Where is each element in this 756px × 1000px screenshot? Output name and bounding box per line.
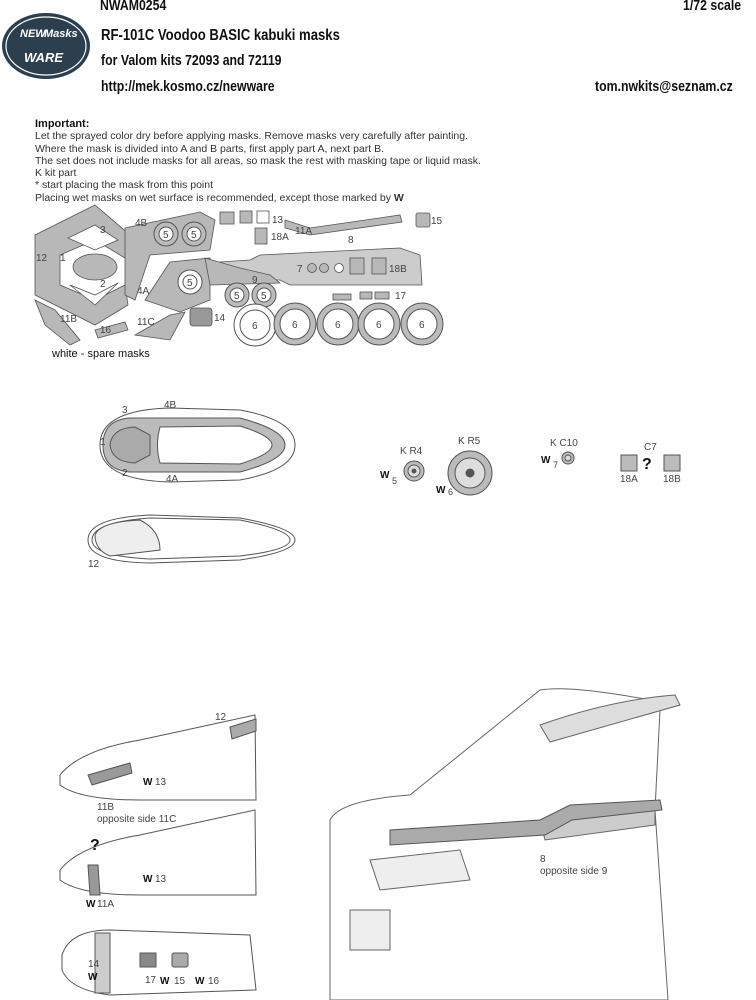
wet-mark-icon: W [380,470,390,481]
svg-text:5: 5 [191,230,197,241]
svg-text:16: 16 [100,325,112,336]
svg-text:Masks: Masks [44,28,78,40]
svg-text:5: 5 [261,291,267,302]
svg-text:5: 5 [392,476,398,486]
email-link[interactable]: tom.nwkits@seznam.cz [595,78,733,95]
svg-text:7: 7 [553,460,559,470]
svg-text:13: 13 [272,215,284,226]
mask-18b [372,258,386,274]
svg-text:3: 3 [100,225,106,236]
svg-text:4A: 4A [166,474,179,485]
svg-text:8: 8 [348,235,354,246]
mask-18a-legend [621,455,637,471]
mask-17c [375,292,389,299]
svg-text:12: 12 [88,559,100,570]
svg-text:opposite side 11C: opposite side 11C [97,814,177,825]
svg-text:15: 15 [174,976,186,987]
svg-text:2: 2 [122,468,128,479]
subtitle: for Valom kits 72093 and 72119 [101,52,282,69]
svg-text:18A: 18A [271,232,289,243]
mask-1 [73,254,117,280]
mask-7 [320,264,329,273]
svg-text:16: 16 [208,976,220,987]
product-code: NWAM0254 [100,0,167,14]
canopy-side [88,515,295,563]
svg-text:6: 6 [252,321,258,332]
svg-text:13: 13 [155,777,167,788]
wet-mark-icon: W [88,972,98,983]
mask-18a [255,228,267,244]
mask-small [240,211,252,223]
svg-text:17: 17 [395,291,407,302]
svg-text:2: 2 [100,279,106,290]
mask-18b-legend [664,455,680,471]
svg-text:1: 1 [60,253,66,264]
svg-text:6: 6 [292,320,298,331]
svg-text:9: 9 [252,275,258,286]
svg-text:11A: 11A [97,899,115,910]
svg-text:12: 12 [36,253,48,264]
svg-text:14: 14 [214,313,226,324]
svg-text:5: 5 [234,291,240,302]
mask-17b [360,292,372,299]
wet-mark-icon: W [143,874,153,885]
svg-text:11A: 11A [295,226,313,237]
svg-text:C7: C7 [644,442,657,453]
svg-text:7: 7 [297,264,303,275]
canopy-diagrams [0,390,320,580]
svg-text:6: 6 [376,320,382,331]
svg-text:4A: 4A [137,286,150,297]
tail-diagram [310,680,756,1000]
mask-17a [333,294,351,300]
website-link[interactable]: http://mek.kosmo.cz/newware [101,78,275,95]
svg-text:12: 12 [215,712,227,723]
scale-label: 1/72 scale [683,0,742,14]
tail-fin [330,689,680,1000]
svg-text:11C: 11C [137,317,155,328]
svg-text:4B: 4B [135,218,148,229]
svg-text:opposite side 9: opposite side 9 [540,866,608,877]
svg-text:5: 5 [163,230,169,241]
svg-text:18B: 18B [663,474,681,485]
svg-text:4B: 4B [164,400,177,411]
mask-small [220,212,234,224]
wet-mark-icon: W [160,976,170,987]
wet-mark-icon: W [541,455,551,466]
svg-text:1: 1 [100,437,106,448]
spare-masks-note: white - spare masks [52,348,150,360]
mask-7 [335,264,344,273]
mask-14 [190,308,212,326]
svg-text:18B: 18B [389,264,407,275]
svg-text:14: 14 [88,959,100,970]
svg-text:6: 6 [335,320,341,331]
svg-text:3: 3 [122,405,128,416]
nose-diagrams [0,705,300,1000]
svg-text:?: ? [642,456,652,473]
mask-small [257,211,269,223]
wheel-legend [370,430,690,510]
note-line: * start placing the mask from this point [35,179,213,192]
note-line: Where the mask is divided into A and B parts, first apply part A, next part B. [35,142,385,155]
svg-text:11B: 11B [97,802,115,813]
svg-text:NEW: NEW [20,28,46,40]
svg-text:K R4: K R4 [400,446,423,457]
note-line: Let the sprayed color dry before applying masks. Remove masks very carefully after painting. [35,130,469,143]
svg-text:11B: 11B [60,314,78,325]
svg-text:15: 15 [431,216,443,227]
canopy-top [100,408,295,482]
svg-text:K C10: K C10 [550,438,578,449]
note-line: Placing wet masks on wet surface is recommended, except those marked by W [35,191,404,204]
instructions-heading: Important: [35,118,90,130]
svg-text:18A: 18A [620,474,638,485]
svg-text:5: 5 [187,278,193,289]
wet-mark-icon: W [393,191,404,204]
mask-15 [416,213,430,227]
svg-text:8: 8 [540,854,546,865]
wet-mark-icon: W [86,899,96,910]
title: RF-101C Voodoo BASIC kabuki masks [101,27,340,44]
wet-mark-icon: W [436,485,446,496]
svg-text:13: 13 [155,874,167,885]
wet-mark-icon: W [195,976,205,987]
mask-18b-left [350,258,364,274]
svg-text:K R5: K R5 [458,436,481,447]
svg-text:17: 17 [145,975,157,986]
svg-text:?: ? [90,837,100,854]
note-line: K kit part [35,167,77,180]
svg-text:6: 6 [448,487,454,497]
svg-text:WARE: WARE [24,50,63,65]
svg-text:6: 6 [419,320,425,331]
mask-7 [308,264,317,273]
note-line: The set does not include masks for all areas, so mask the rest with masking tape or liquid mask. [35,154,481,167]
wet-mark-icon: W [143,777,153,788]
